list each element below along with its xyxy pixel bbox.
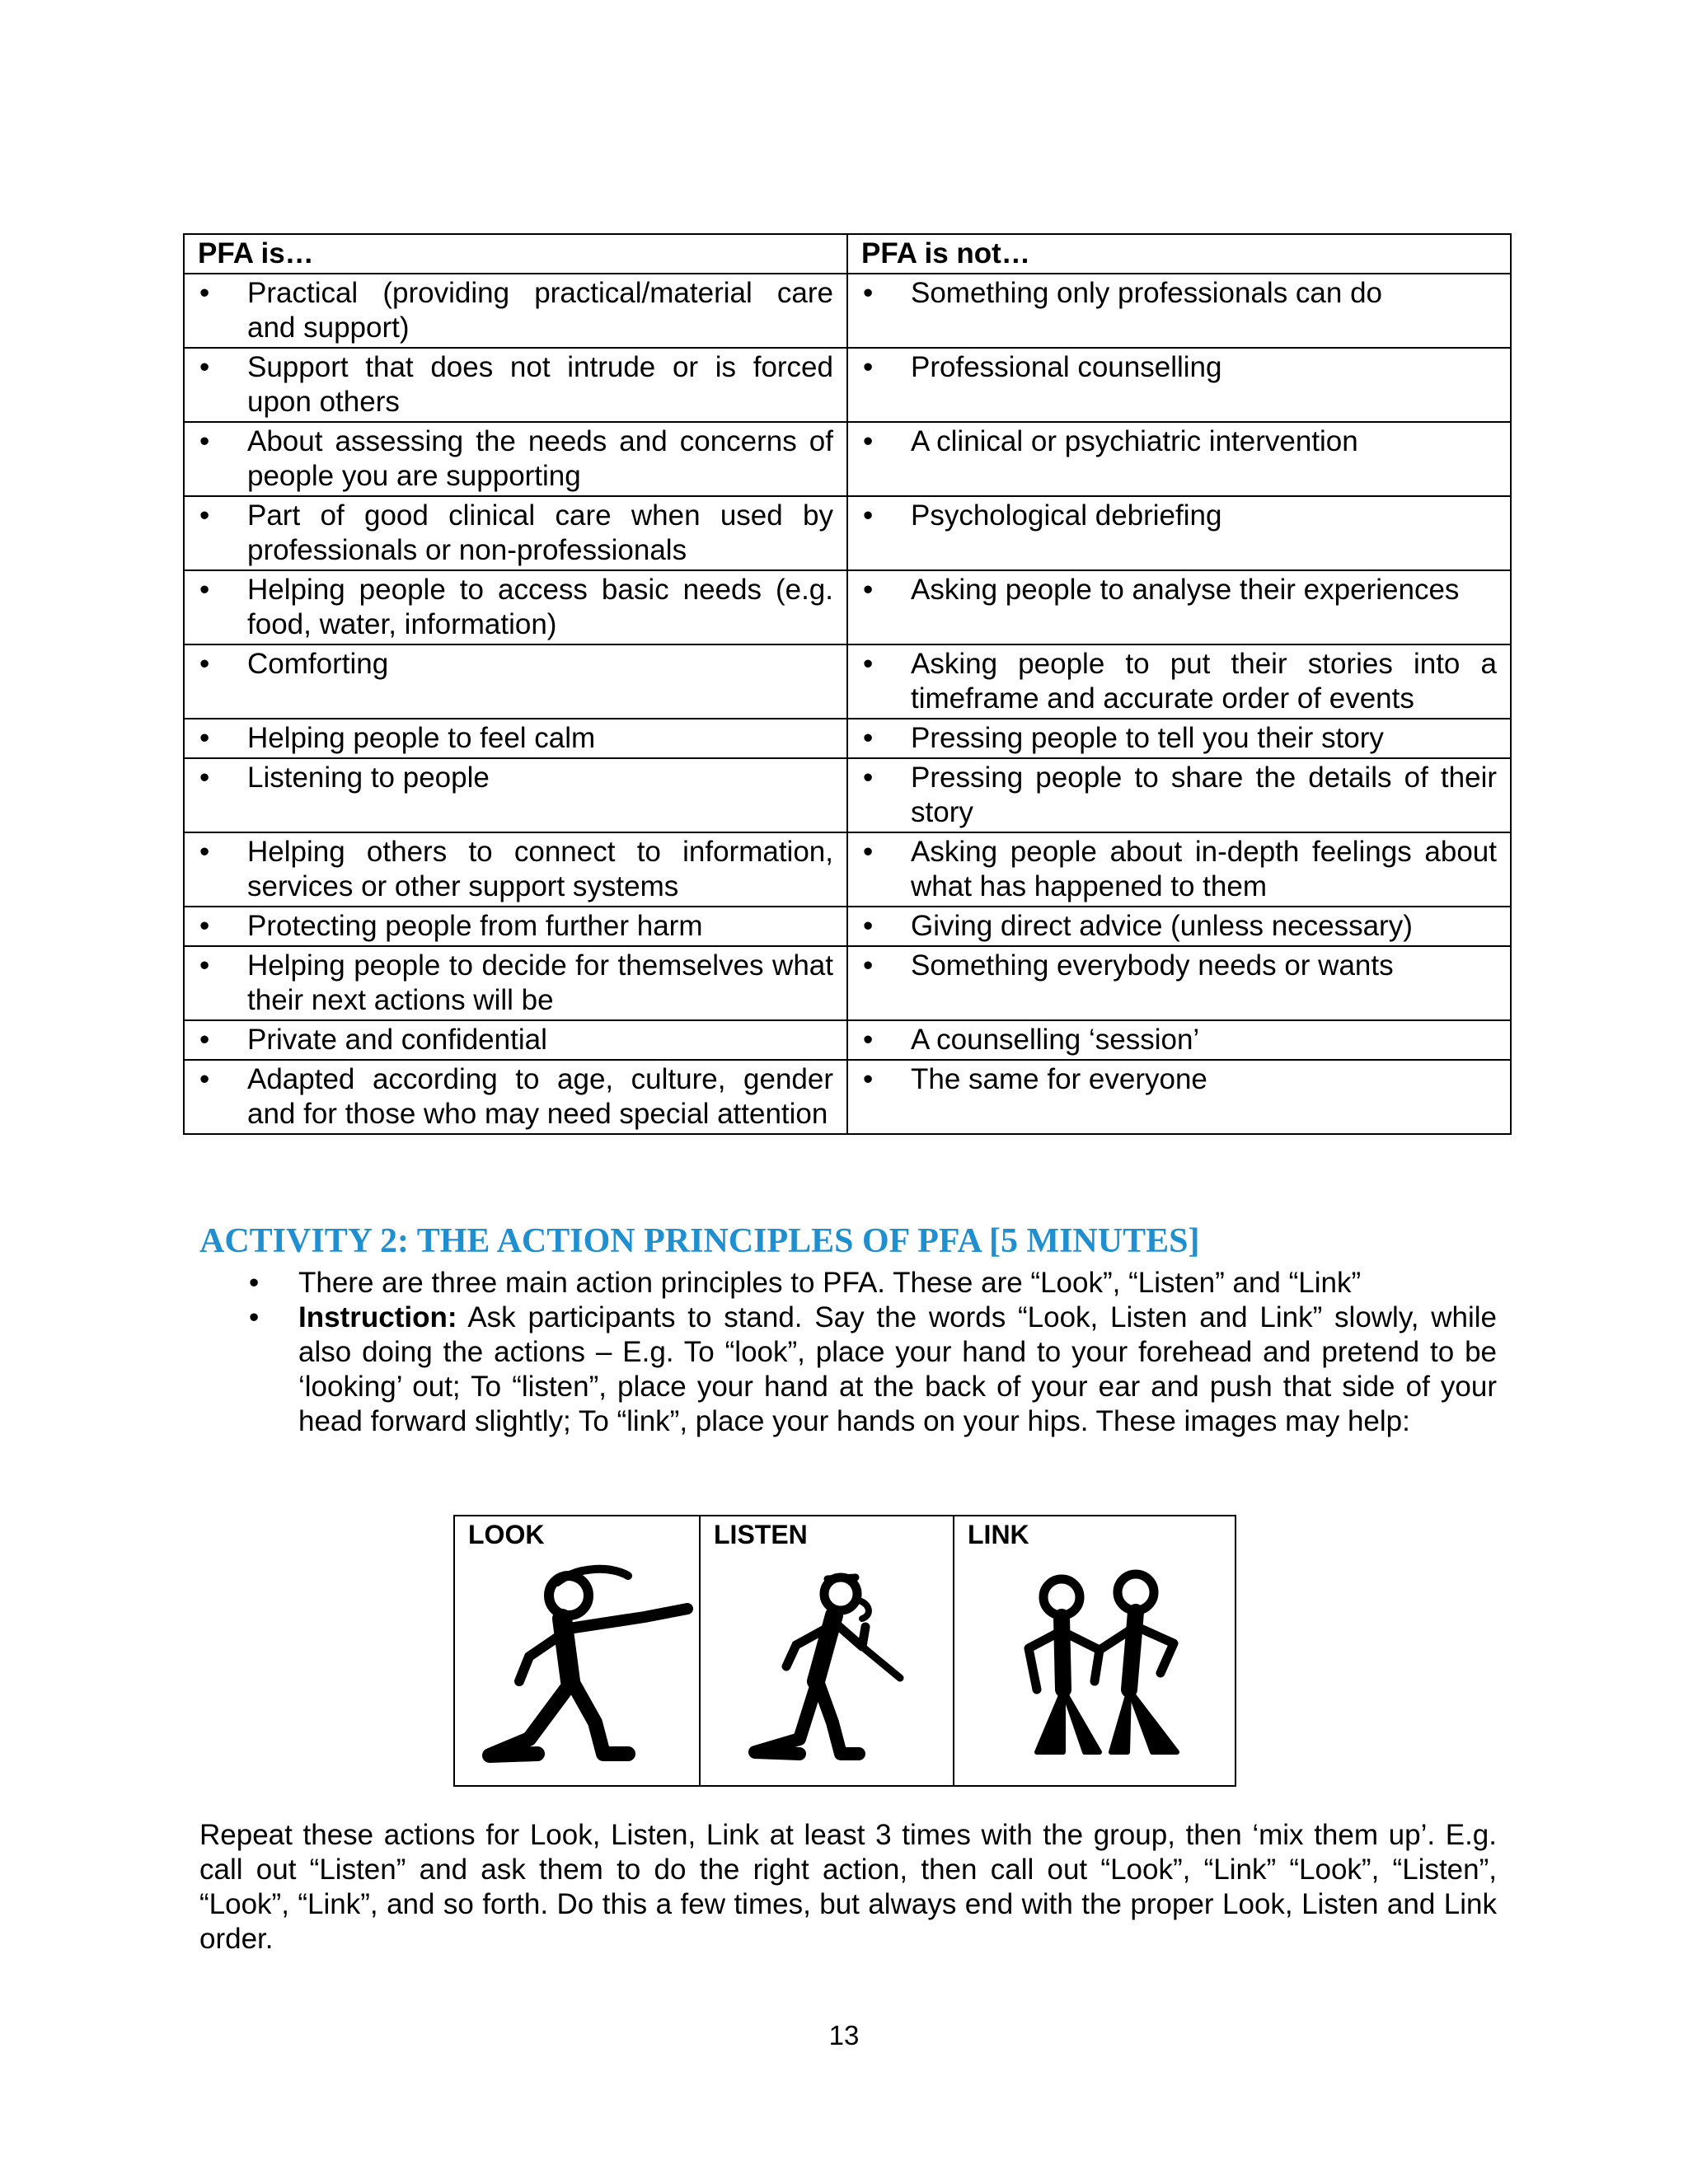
cell-pfa-is [184,907,847,946]
cell-pfa-is-not [847,496,1511,570]
bullet-icon: • [199,277,210,309]
bullet-icon: • [863,910,874,942]
cell-text: Giving direct advice (unless necessary) [911,910,1413,942]
cell-text: Pressing people to share the details of their story [911,762,1497,828]
bullet-icon: • [863,648,874,680]
cell-text: Psychological debriefing [911,499,1222,532]
header-pfa-is-not: PFA is not… [847,234,1511,274]
bullet-icon: • [863,351,874,383]
cell-text: A counselling ‘session’ [911,1024,1200,1056]
cell-text: Comforting [247,648,389,680]
cell-pfa-is-not [847,348,1511,422]
cell-text: Asking people to analyse their experiences [911,574,1460,606]
instruction-text: Ask participants to stand. Say the words “Look, Listen and Link” slowly, while also doing the actions – E.g. To “look”, place your hand to your forehead and pretend to be ‘looking’ out; To “listen”, place your hand at the back of your ear and push that side of your head forward slightly; To “link”, place your hands on your hips. These images may help: [298,1301,1497,1437]
bullet-icon: • [249,1301,260,1333]
bullet-icon: • [249,1267,260,1299]
table-row [184,758,1511,832]
cell-text: Asking people to put their stories into a timeframe and accurate order of events [911,648,1497,715]
bullet-icon: • [863,1024,874,1056]
table-row [184,832,1511,907]
cell-pfa-is [184,832,847,907]
table-row [184,570,1511,644]
bullet-text: There are three main action principles to PFA. These are “Look”, “Listen” and “Link” [298,1267,1362,1299]
cell-pfa-is [184,496,847,570]
bullet-icon: • [199,910,210,942]
cell-pfa-is-not [847,758,1511,832]
bullet-icon: • [863,499,874,532]
bullet-icon: • [199,425,210,457]
listen-cell [701,1516,954,1785]
cell-pfa-is [184,422,847,496]
cell-text: Helping people to access basic needs (e.g. food, water, information) [247,574,833,640]
table-row [184,1060,1511,1134]
list-item [249,1301,1497,1439]
cell-text: Asking people about in-depth feelings about what has happened to them [911,836,1497,902]
bullet-icon: • [863,836,874,868]
action-images-box [453,1515,1236,1787]
cell-pfa-is-not [847,644,1511,719]
bullet-icon: • [863,1063,874,1095]
table-row [184,348,1511,422]
cell-text: Listening to people [247,762,490,794]
stick-figure-listening-icon [717,1558,940,1772]
cell-pfa-is-not [847,907,1511,946]
cell-pfa-is [184,1020,847,1060]
bullet-icon: • [863,425,874,457]
bullet-icon: • [199,1063,210,1095]
bullet-icon: • [199,1024,210,1056]
cell-text: Part of good clinical care when used by professionals or non-professionals [247,499,833,566]
pfa-comparison-table [183,233,1512,1135]
table-row [184,719,1511,758]
look-cell [455,1516,701,1785]
bullet-icon: • [199,722,210,754]
cell-pfa-is [184,348,847,422]
table-body [184,274,1511,1134]
listen-label: LISTEN [714,1520,808,1549]
cell-text: The same for everyone [911,1063,1207,1095]
table-row [184,496,1511,570]
cell-text: A clinical or psychiatric intervention [911,425,1358,457]
cell-pfa-is-not [847,1020,1511,1060]
cell-pfa-is [184,758,847,832]
bullet-icon: • [199,949,210,982]
table-row [184,274,1511,348]
cell-pfa-is [184,719,847,758]
cell-pfa-is-not [847,274,1511,348]
bullet-icon: • [199,351,210,383]
cell-text: Support that does not intrude or is forced upon others [247,351,833,418]
cell-pfa-is-not [847,832,1511,907]
cell-pfa-is-not [847,946,1511,1020]
bullet-icon: • [863,277,874,309]
bullet-icon: • [199,499,210,532]
cell-pfa-is [184,274,847,348]
bullet-icon: • [863,722,874,754]
cell-pfa-is-not [847,1060,1511,1134]
cell-pfa-is [184,1060,847,1134]
cell-text: Helping people to feel calm [247,722,596,754]
cell-text: Professional counselling [911,351,1222,383]
table-row [184,644,1511,719]
activity-heading: ACTIVITY 2: THE ACTION PRINCIPLES OF PFA [5 MINUTES] [199,1222,1200,1260]
cell-text: Something only professionals can do [911,277,1383,309]
page-number: 13 [828,2020,860,2050]
cell-pfa-is-not [847,422,1511,496]
cell-text: Helping people to decide for themselves what their next actions will be [247,949,833,1016]
list-item [249,1266,1497,1301]
table-row [184,946,1511,1020]
table-row [184,1020,1511,1060]
bullet-icon: • [863,574,874,606]
cell-text: Helping others to connect to information, services or other support systems [247,836,833,902]
bullet-icon: • [863,949,874,982]
link-label: LINK [968,1520,1029,1549]
link-cell [954,1516,1235,1785]
bullet-icon: • [199,574,210,606]
bullet-icon: • [863,762,874,794]
cell-pfa-is-not [847,719,1511,758]
bullet-icon: • [199,836,210,868]
closing-paragraph: Repeat these actions for Look, Listen, Link at least 3 times with the group, then ‘mix them up’. E.g. call out “Listen” and ask them to do the right action, then call out “Look”, “Link” “Look”, “Listen”, “Look”, “Link”, and so forth. Do this a few times, but always end with the proper Look, Listen and Link order. [199,1819,1497,1955]
table-row [184,422,1511,496]
two-stick-figures-linked-icon [987,1558,1218,1772]
cell-text: Pressing people to tell you their story [911,722,1384,754]
table-header-row [184,234,1511,274]
cell-text: Practical (providing practical/material care and support) [247,277,833,344]
cell-pfa-is [184,570,847,644]
table-row [184,907,1511,946]
activity-bullets [249,1266,1497,1439]
cell-pfa-is [184,946,847,1020]
look-label: LOOK [468,1520,545,1549]
bullet-icon: • [199,762,210,794]
cell-text: Private and confidential [247,1024,547,1056]
cell-text: About assessing the needs and concerns of people you are supporting [247,425,833,492]
cell-pfa-is [184,644,847,719]
bullet-icon: • [199,648,210,680]
header-pfa-is: PFA is… [184,234,847,274]
cell-text: Adapted according to age, culture, gender and for those who may need special attention [247,1063,833,1130]
cell-text: Something everybody needs or wants [911,949,1394,982]
instruction-label: Instruction: [298,1301,457,1333]
cell-pfa-is-not [847,570,1511,644]
stick-figure-looking-icon [471,1558,694,1772]
cell-text: Protecting people from further harm [247,910,703,942]
